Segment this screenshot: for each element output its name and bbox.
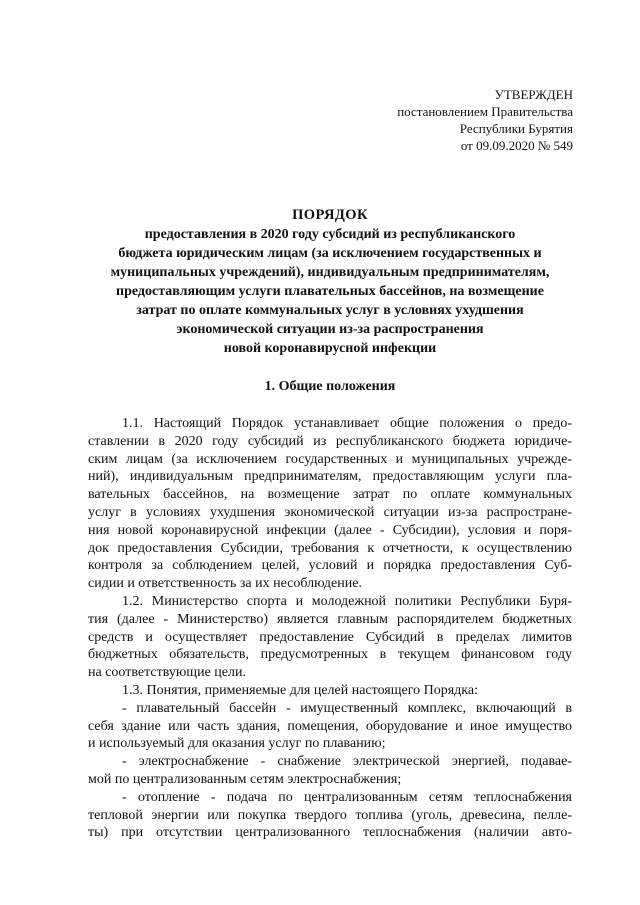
document-title: ПОРЯДОК: [292, 207, 368, 223]
body-line: бюджетных обязательств, предусмотренных в текущем финансовом году: [88, 647, 572, 663]
subtitle-line: новой коронавирусной инфекции: [223, 341, 437, 356]
approval-line: Республики Бурятия: [459, 121, 573, 136]
subtitle-line: экономической ситуации из-за распространения: [176, 322, 484, 337]
body-line: сидии и ответственность за их несоблюдение.: [88, 576, 362, 592]
document-subtitle: [96, 225, 564, 358]
approval-line: постановлением Правительства: [397, 104, 573, 119]
subtitle-line: муниципальных учреждений), индивидуальным предпринимателям,: [110, 265, 550, 280]
body-line: - отопление - подача по централизованным сетям теплоснабжения: [122, 789, 572, 805]
body-line: контроля за соблюдением целей, условий и порядка предоставления Суб-: [88, 558, 572, 574]
body-line: тепловой энергии или покупка твердого топлива (уголь, древесина, пелле-: [88, 807, 572, 823]
body-line: и используемый для оказания услуг по плаванию;: [88, 736, 386, 752]
body-line: ния новой коронавирусной инфекции (далее - Субсидии), условия и поря-: [88, 522, 572, 538]
subtitle-line: бюджета юридическим лицам (за исключением государственных и: [118, 246, 542, 261]
body-line: ты) при отсутствии централизованного теплоснабжения (наличии авто-: [88, 825, 572, 841]
subtitle-line: затрат по оплате коммунальных услуг в условиях ухудшения: [136, 303, 524, 318]
body-line: вательных бассейнов, на возмещение затрат по оплате коммунальных: [88, 487, 572, 503]
approval-line: от 09.09.2020 № 549: [460, 138, 573, 153]
body-line: - плавательный бассейн - имущественный комплекс, включающий в: [122, 700, 572, 716]
body-line: 1.3. Понятия, применяемые для целей настоящего Порядка:: [122, 682, 479, 698]
approval-stamp: [313, 86, 573, 154]
body-line: 1.1. Настоящий Порядок устанавливает общие положения о предо-: [122, 416, 572, 431]
section-body: [88, 415, 572, 842]
body-line: док предоставления Субсидии, требования к отчетности, к осуществлению: [88, 540, 572, 556]
body-line: тия (далее - Министерство) является главным распорядителем бюджетных: [88, 611, 572, 627]
body-line: 1.2. Министерство спорта и молодежной политики Республики Буря-: [122, 593, 572, 609]
body-line: ставлении в 2020 году субсидий из республиканского бюджета юридиче-: [88, 433, 572, 449]
subtitle-line: предоставления в 2020 году субсидий из республиканского: [144, 227, 516, 242]
body-line: услуг в условиях ухудшения экономической ситуации из-за распростране-: [88, 504, 572, 520]
body-line: мой по централизованным сетям электроснабжения;: [88, 771, 402, 787]
body-line: себя здание или часть здания, помещения, оборудование и иное имущество: [88, 718, 572, 734]
section-heading: 1. Общие положения: [264, 379, 396, 394]
subtitle-line: предоставляющим услуги плавательных бассейнов, на возмещение: [116, 284, 544, 299]
body-line: ний), индивидуальным предпринимателям, предоставляющим услуги пла-: [88, 469, 572, 485]
body-line: ским лицам (за исключением государственных и муниципальных учрежде-: [88, 451, 572, 467]
body-line: средств и осуществляет предоставление Субсидий в пределах лимитов: [88, 629, 572, 645]
body-line: на соответствующие цели.: [88, 665, 246, 681]
approval-line: УТВЕРЖДЕН: [494, 87, 573, 102]
body-line: - электроснабжение - снабжение электрической энергией, подавае-: [122, 754, 572, 770]
